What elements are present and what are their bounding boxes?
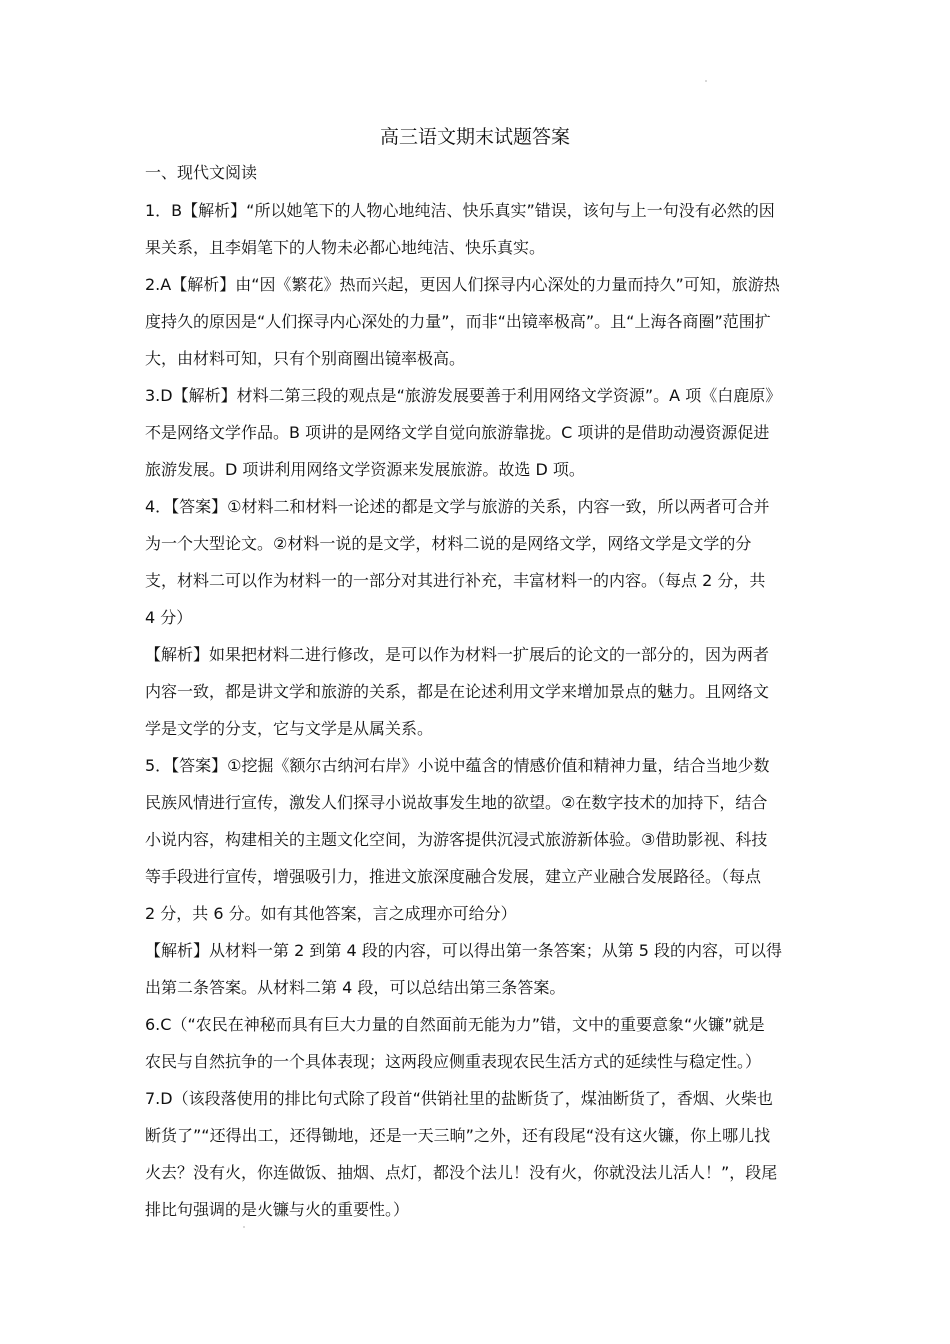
answer-lines xyxy=(145,192,810,1228)
text-line: 度持久的原因是“人们探寻内心深处的力量”，而非“出镜率极高”。且“上海各商圈”范围扩 xyxy=(145,312,771,331)
text-line: 果关系，且李娟笔下的人物未必都心地纯洁、快乐真实。 xyxy=(145,238,546,257)
text-line: 旅游发展。D 项讲利用网络文学资源来发展旅游。故选 D 项。 xyxy=(145,460,585,479)
text-line: 不是网络文学作品。B 项讲的是网络文学自觉向旅游靠拢。C 项讲的是借助动漫资源促进 xyxy=(145,423,770,442)
text-line: 断货了”“还得出工，还得锄地，还是一天三晌”之外，还有段尾“没有这火镰，你上哪儿找 xyxy=(145,1126,771,1145)
scan-speck xyxy=(243,1226,245,1228)
text-line: 学是文学的分支，它与文学是从属关系。 xyxy=(145,719,434,738)
text-line: 4．【答案】①材料二和材料一论述的都是文学与旅游的关系，内容一致，所以两者可合并 xyxy=(145,497,770,516)
text-line: 【解析】从材料一第 2 到第 4 段的内容，可以得出第一条答案；从第 5 段的内容，可以得 xyxy=(145,941,783,960)
text-line: 7.D（该段落使用的排比句式除了段首“供销社里的盐断货了，煤油断货了，香烟、火柴也 xyxy=(145,1089,773,1108)
text-line: 3.D【解析】材料二第三段的观点是“旅游发展要善于利用网络文学资源”。A 项《白鹿原》 xyxy=(145,386,782,405)
text-line: 支，材料二可以作为材料一的一部分对其进行补充，丰富材料一的内容。（每点 2 分，共 xyxy=(145,571,766,590)
text-line: 【解析】如果把材料二进行修改，是可以作为材料一扩展后的论文的一部分的，因为两者 xyxy=(145,645,770,664)
text-line: 2.A【解析】由“因《繁花》热而兴起，更因人们探寻内心深处的力量而持久”可知，旅游热 xyxy=(145,275,780,294)
text-line: 大，由材料可知，只有个别商圈出镜率极高。 xyxy=(145,349,466,368)
text-line: 火去？没有火，你连做饭、抽烟、点灯，都没个法儿！没有火，你就没法儿活人！”，段尾 xyxy=(145,1163,778,1182)
text-line: 排比句强调的是火镰与火的重要性。） xyxy=(145,1200,410,1219)
text-line: 6.C（“农民在神秘而具有巨大力量的自然面前无能为力”错，文中的重要意象“火镰”就是 xyxy=(145,1015,765,1034)
text-line: 农民与自然抗争的一个具体表现；这两段应侧重表现农民生活方式的延续性与稳定性。） xyxy=(145,1052,762,1071)
text-line: 2 分，共 6 分。如有其他答案，言之成理亦可给分） xyxy=(145,904,517,923)
text-line: 等手段进行宣传，增强吸引力，推进文旅深度融合发展，建立产业融合发展路径。（每点 xyxy=(145,867,762,886)
section-heading: 一、现代文阅读 xyxy=(145,163,258,182)
text-line: 5．【答案】①挖掘《额尔古纳河右岸》小说中蕴含的情感价值和精神力量，结合当地少数 xyxy=(145,756,770,775)
scan-speck xyxy=(705,80,707,82)
answer-body xyxy=(145,192,810,1228)
text-line: 内容一致，都是讲文学和旅游的关系，都是在论述利用文学来增加景点的魅力。且网络文 xyxy=(145,682,770,701)
text-line: 小说内容，构建相关的主题文化空间，为游客提供沉浸式旅游新体验。③借助影视、科技 xyxy=(145,830,768,849)
text-line: 出第二条答案。从材料二第 4 段，可以总结出第三条答案。 xyxy=(145,978,566,997)
text-line: 4 分） xyxy=(145,608,193,627)
text-line: 1．B【解析】“所以她笔下的人物心地纯洁、快乐真实”错误，该句与上一句没有必然的因 xyxy=(145,201,775,220)
text-line: 民族风情进行宣传，激发人们探寻小说故事发生地的欲望。②在数字技术的加持下，结合 xyxy=(145,793,768,812)
page-title: 高三语文期末试题答案 xyxy=(379,126,570,148)
text-line: 为一个大型论文。②材料一说的是文学，材料二说的是网络文学，网络文学是文学的分 xyxy=(145,534,752,553)
